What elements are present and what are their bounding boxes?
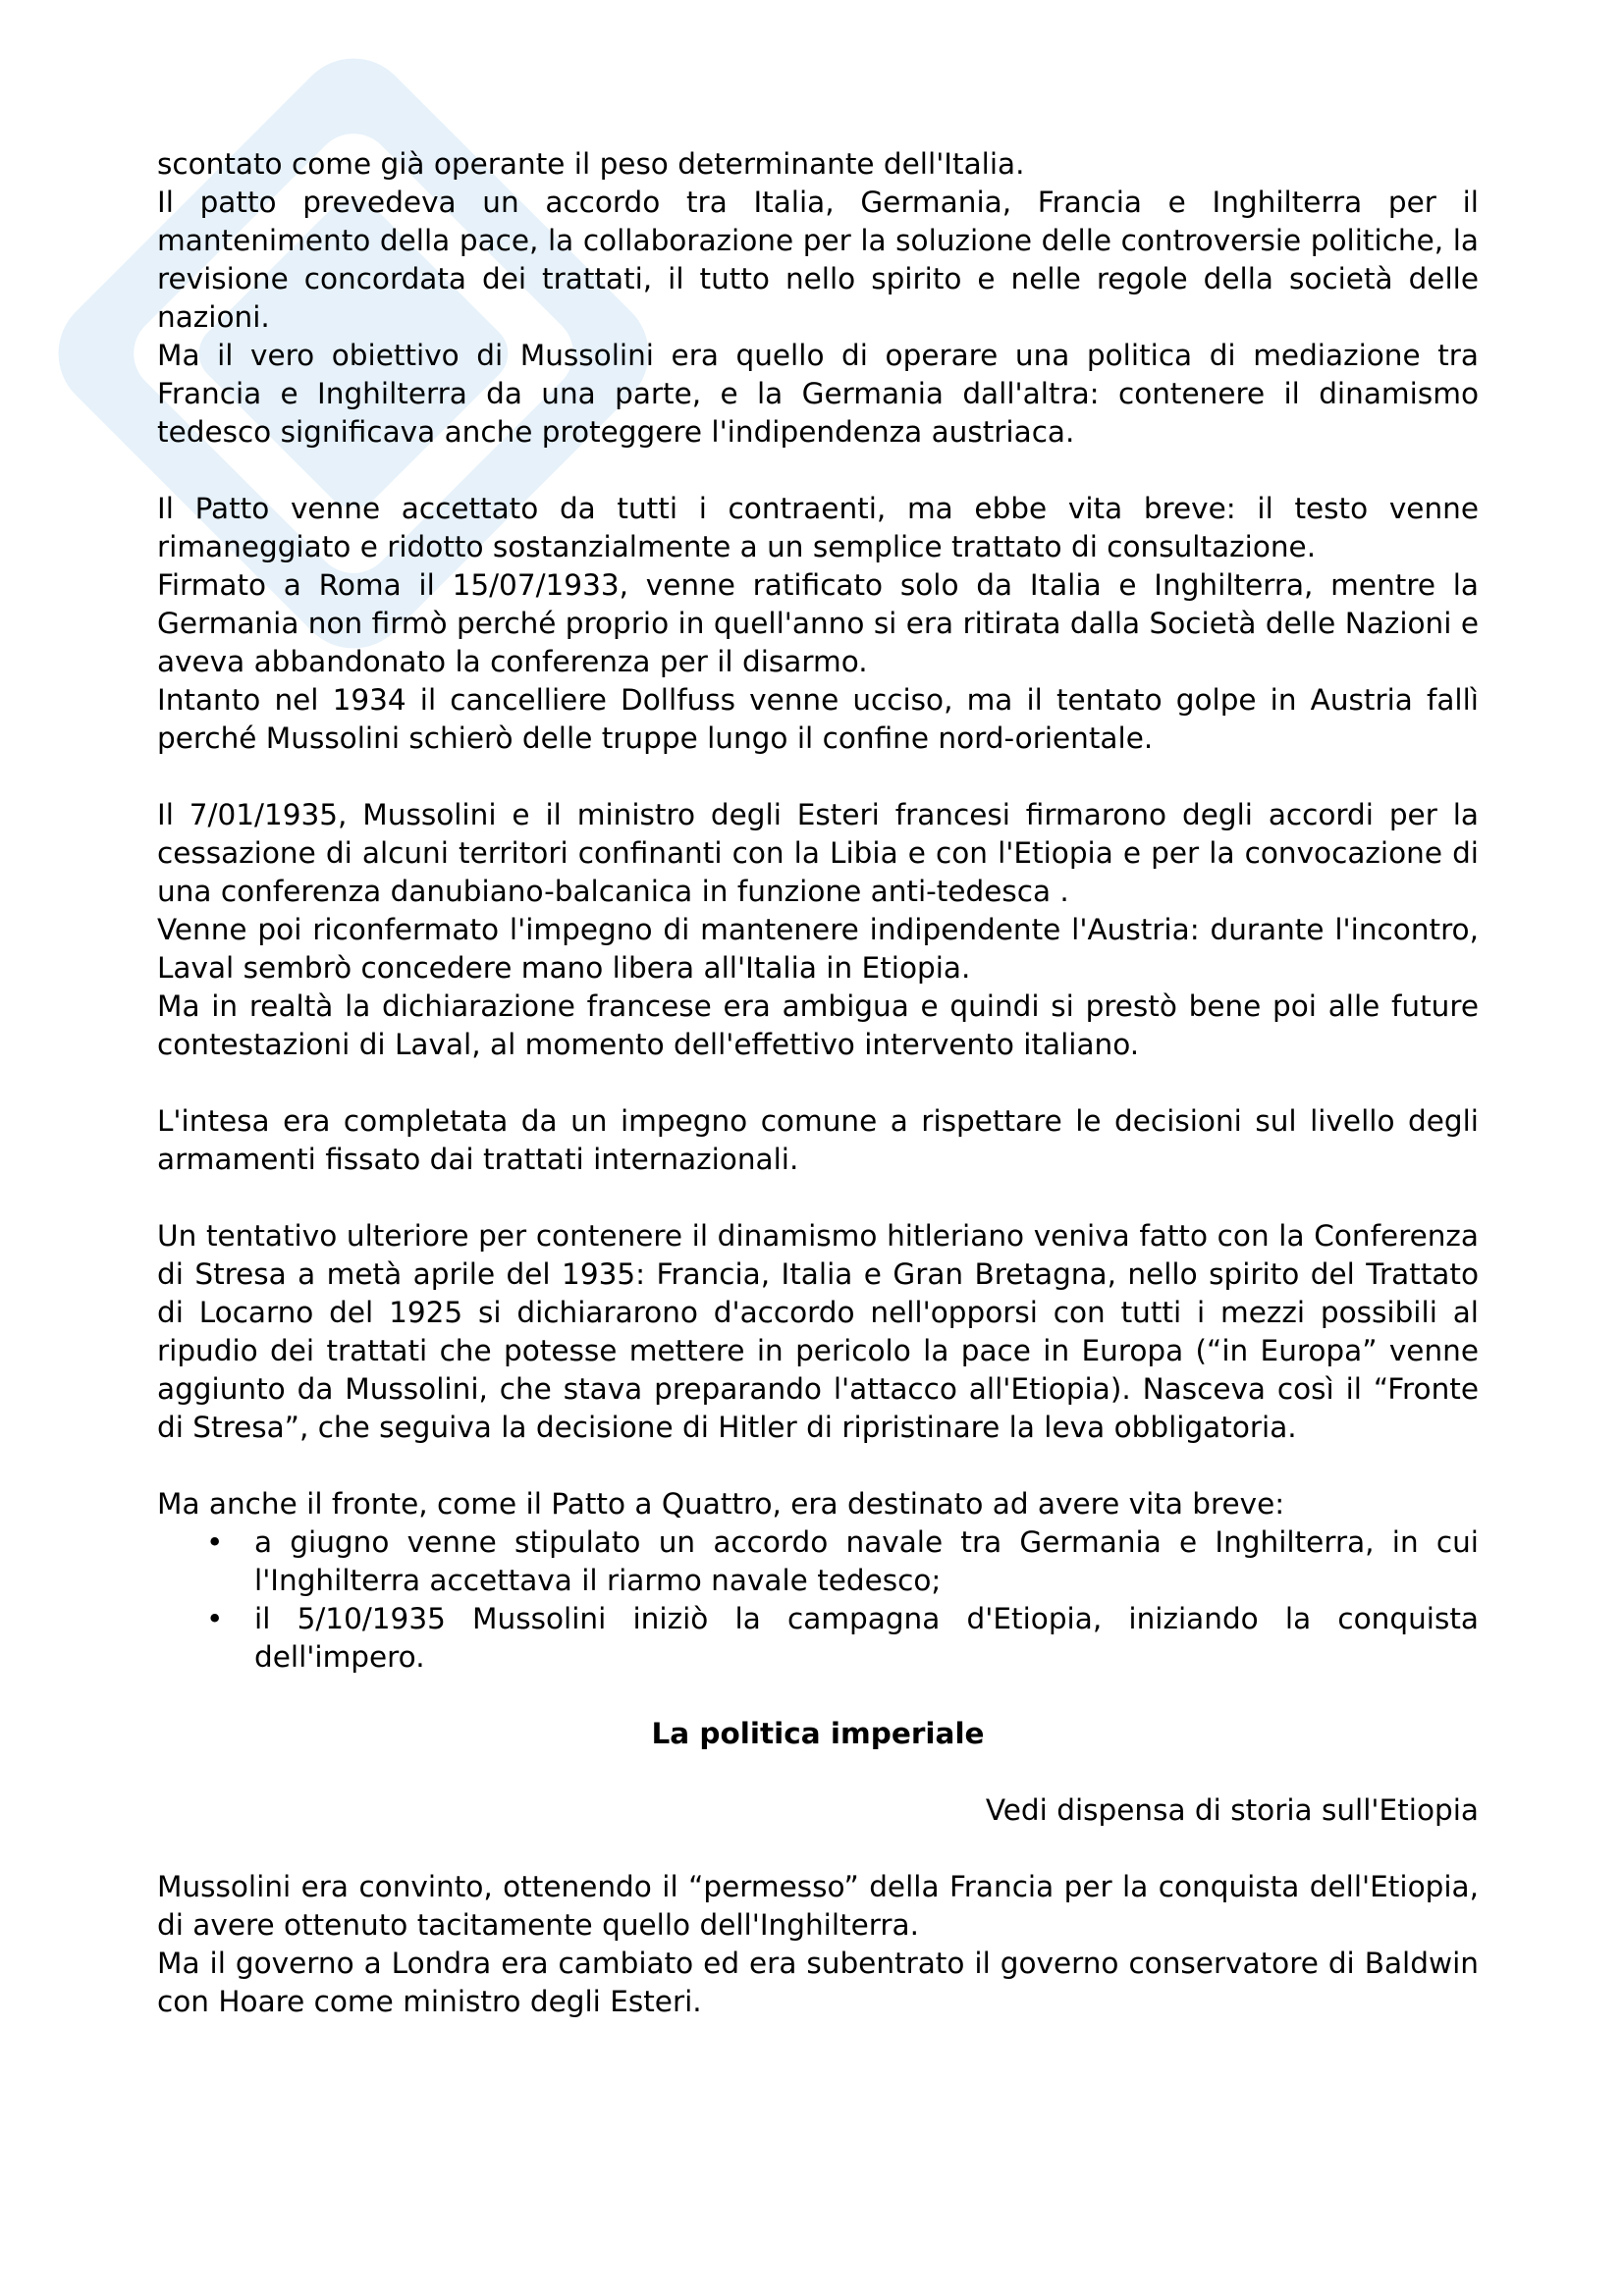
bullet-list: [157, 1523, 1479, 1677]
paragraph: Il 7/01/1935, Mussolini e il ministro degli Esteri francesi firmarono degli accordi per la cessazione di alcuni territori confinanti con la Libia e con l'Etiopia e per la convocazione di una conferenza danubiano-balcanica in funzione anti-tedesca .: [157, 798, 1479, 908]
bullet-icon: •: [206, 1602, 224, 1635]
paragraph: Un tentativo ulteriore per contenere il dinamismo hitleriano veniva fatto con la Conferenza di Stresa a metà aprile del 1935: Francia, Italia e Gran Bretagna, nello spirito del Trattato di Locarno del 1925 si dichiararono d'accordo nell'opporsi con tutti i mezzi possibili al ripudio dei trattati che potesse mettere in pericolo la pace in Europa (“in Europa” venne aggiunto da Mussolini, che stava preparando l'attacco all'Etiopia). Nasceva così il “Fronte di Stresa”, che seguiva la decisione di Hitler di ripristinare la leva obbligatoria.: [157, 1219, 1479, 1444]
list-item: [157, 1600, 1479, 1677]
reference-note: Vedi dispensa di storia sull'Etiopia: [985, 1793, 1479, 1827]
paragraph: Il patto prevedeva un accordo tra Italia, Germania, Francia e Inghilterra per il mantenimento della pace, la collaborazione per la soluzione delle controversie politiche, la revisione concordata dei trattati, il tutto nello spirito e nelle regole della società delle nazioni.: [157, 186, 1479, 334]
paragraph: Mussolini era convinto, ottenendo il “permesso” della Francia per la conquista dell'Etiopia, di avere ottenuto tacitamente quello dell'Inghilterra.: [157, 1870, 1479, 1942]
paragraph: Intanto nel 1934 il cancelliere Dollfuss venne ucciso, ma il tentato golpe in Austria fallì perché Mussolini schierò delle truppe lungo il confine nord-orientale.: [157, 683, 1479, 755]
paragraph: Venne poi riconfermato l'impegno di mantenere indipendente l'Austria: durante l'incontro, Laval sembrò concedere mano libera all'Italia in Etiopia.: [157, 913, 1479, 985]
paragraph: Ma il vero obiettivo di Mussolini era quello di operare una politica di mediazione tra Francia e Inghilterra da una parte, e la Germania dall'altra: contenere il dinamismo tedesco significava anche proteggere l'indipendenza austriaca.: [157, 339, 1479, 449]
list-item-text: a giugno venne stipulato un accordo navale tra Germania e Inghilterra, in cui l'Inghilterra accettava il riarmo navale tedesco;: [254, 1525, 1479, 1597]
paragraph: Ma il governo a Londra era cambiato ed era subentrato il governo conservatore di Baldwin con Hoare come ministro degli Esteri.: [157, 1947, 1479, 2018]
bullet-icon: •: [206, 1525, 224, 1559]
paragraph: Il Patto venne accettato da tutti i contraenti, ma ebbe vita breve: il testo venne rimaneggiato e ridotto sostanzialmente a un semplice trattato di consultazione.: [157, 492, 1479, 563]
list-item: [157, 1523, 1479, 1600]
document-page: [157, 145, 1479, 2021]
paragraph: L'intesa era completata da un impegno comune a rispettare le decisioni sul livello degli armamenti fissato dai trattati internazionali.: [157, 1104, 1479, 1176]
section-heading: La politica imperiale: [651, 1717, 985, 1750]
paragraph: scontato come già operante il peso determinante dell'Italia.: [157, 147, 1025, 181]
paragraph: Ma in realtà la dichiarazione francese era ambigua e quindi si prestò bene poi alle future contestazioni di Laval, al momento dell'effettivo intervento italiano.: [157, 989, 1479, 1061]
list-item-text: il 5/10/1935 Mussolini iniziò la campagna d'Etiopia, iniziando la conquista dell'impero.: [254, 1602, 1479, 1674]
paragraph: Ma anche il fronte, come il Patto a Quattro, era destinato ad avere vita breve:: [157, 1487, 1285, 1521]
paragraph: Firmato a Roma il 15/07/1933, venne ratificato solo da Italia e Inghilterra, mentre la Germania non firmò perché proprio in quell'anno si era ritirata dalla Società delle Nazioni e aveva abbandonato la conferenza per il disarmo.: [157, 568, 1479, 678]
